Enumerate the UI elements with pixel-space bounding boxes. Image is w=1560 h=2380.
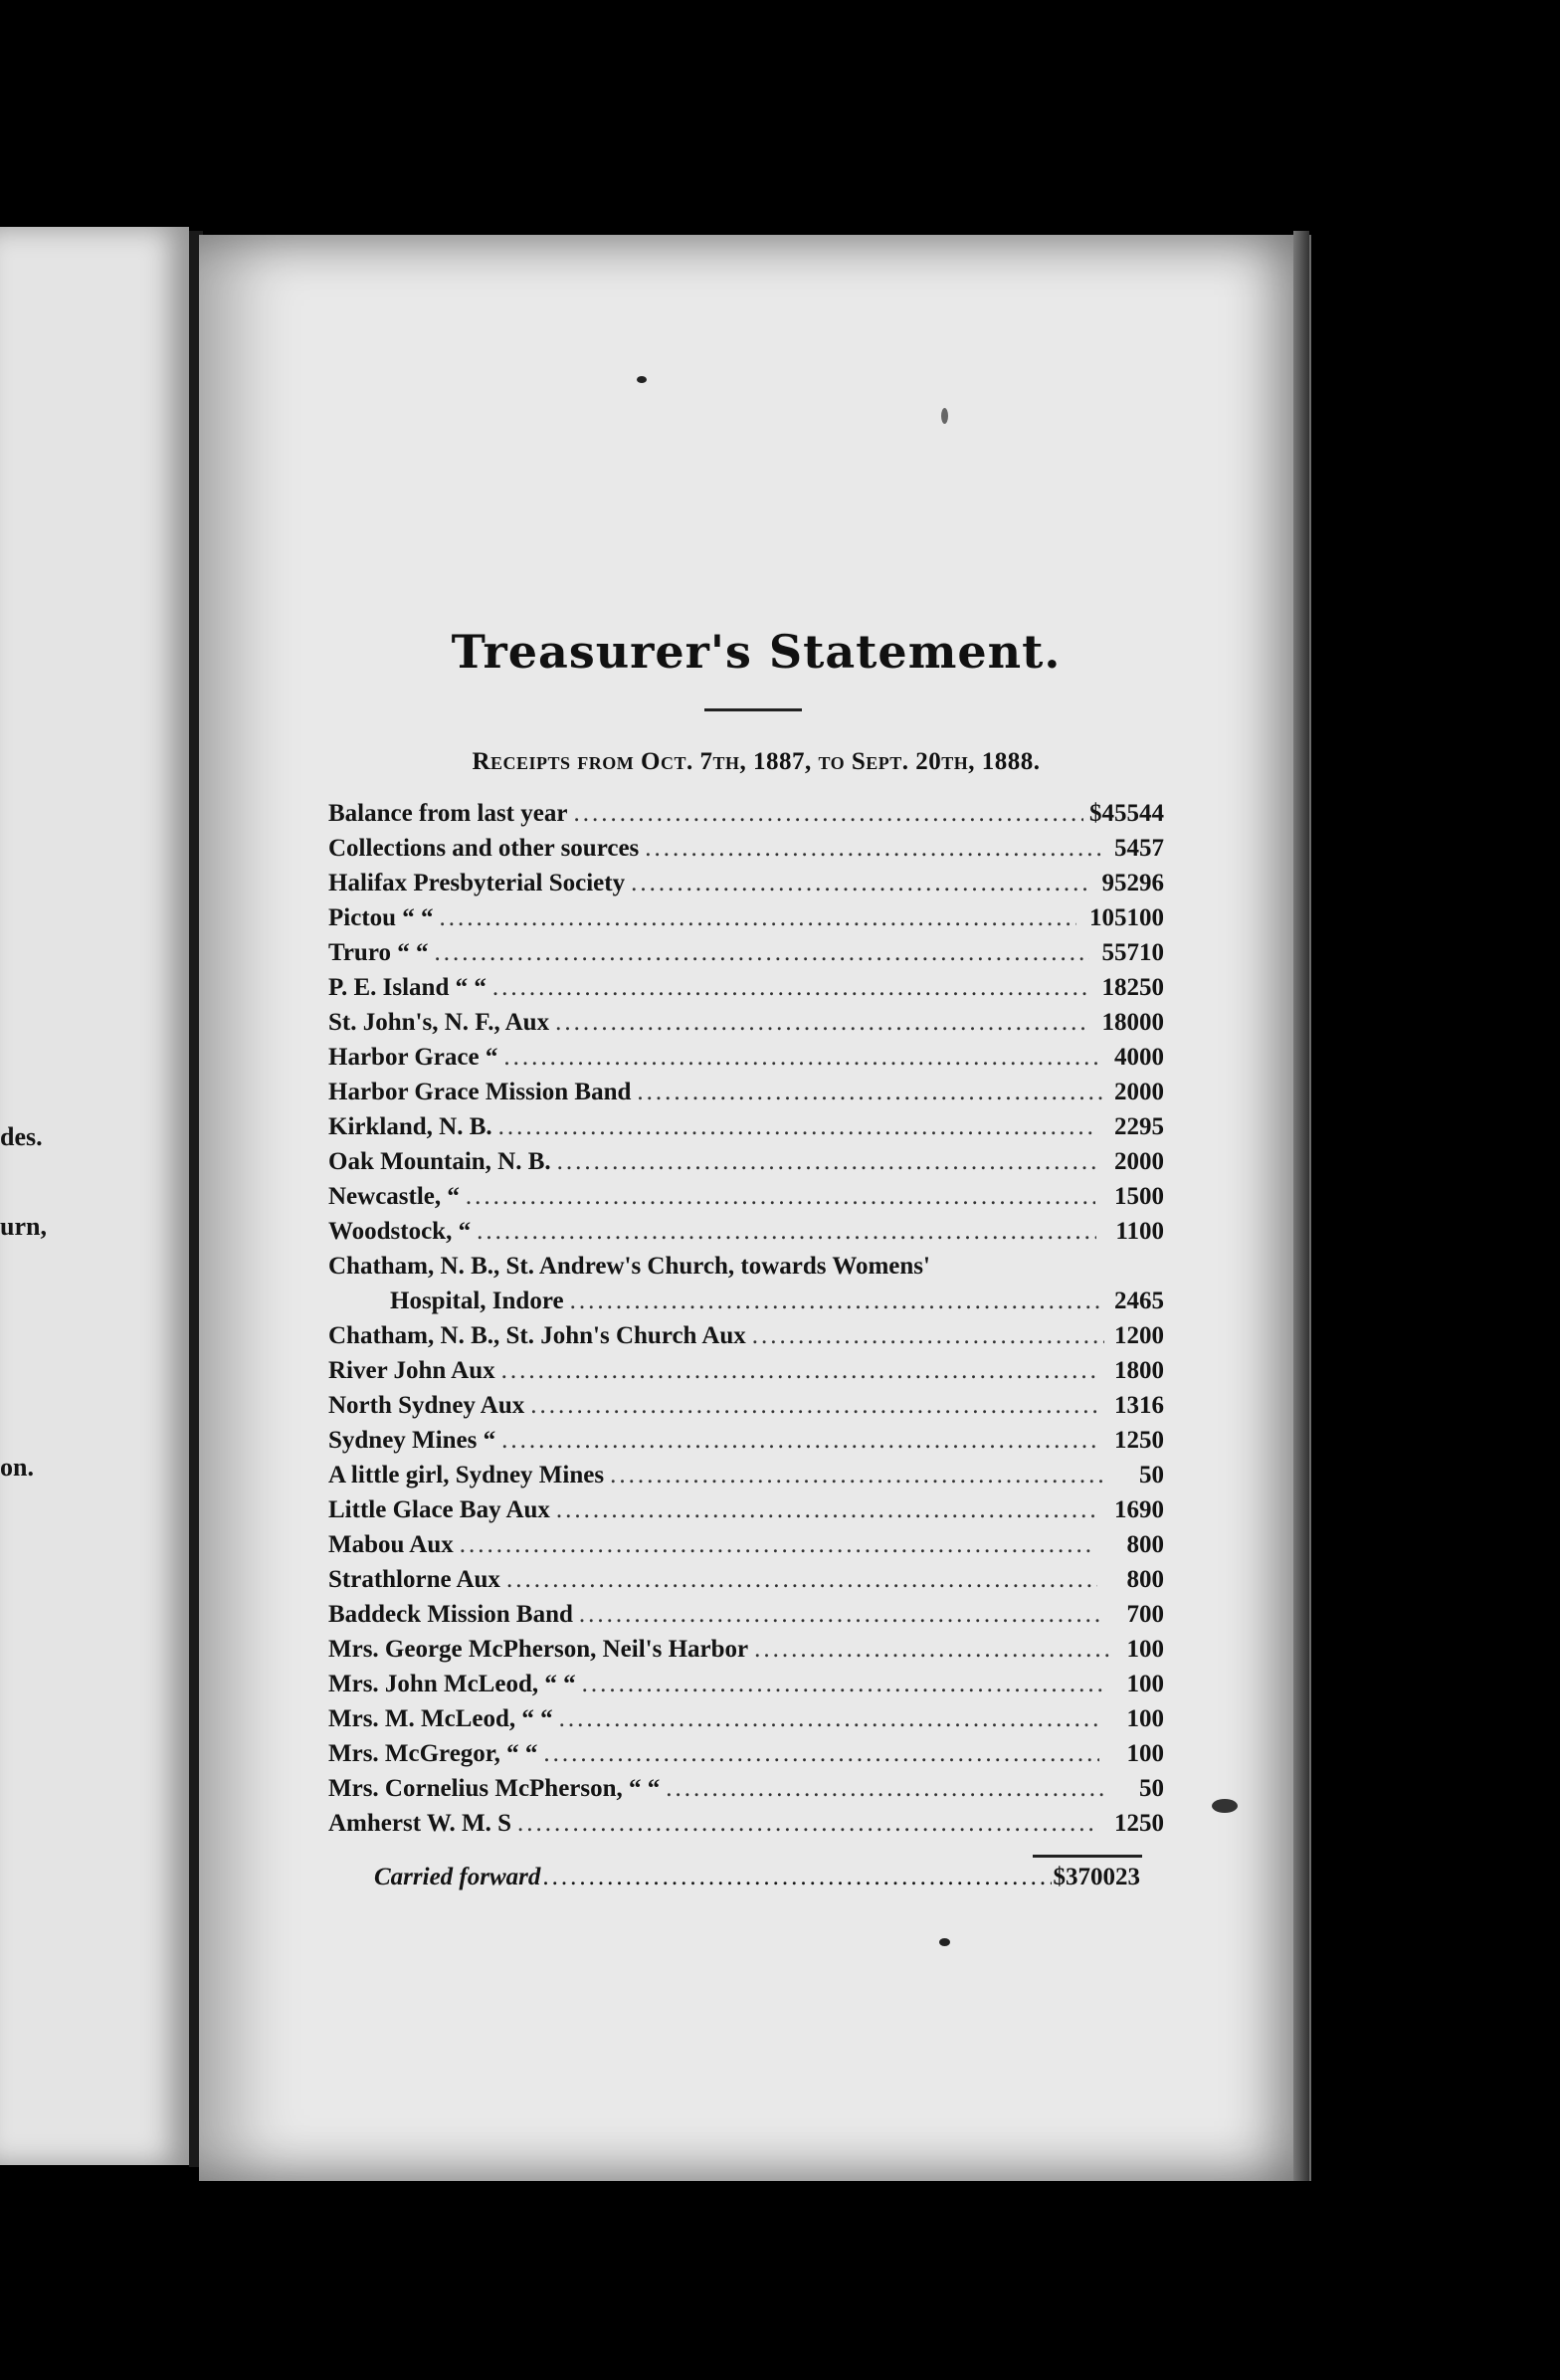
entry-description: P. E. Island “ “ bbox=[328, 974, 487, 1001]
entry-description: Chatham, N. B., St. John's Church Aux bbox=[328, 1322, 746, 1349]
entry-description: Mrs. McGregor, “ “ bbox=[328, 1740, 538, 1767]
entry-cents: 00 bbox=[1139, 1322, 1164, 1349]
leader-dots bbox=[637, 1075, 1103, 1109]
entry-cents: 44 bbox=[1139, 800, 1164, 827]
entry-cents: 00 bbox=[1139, 1148, 1164, 1175]
ledger-row bbox=[328, 1388, 1164, 1423]
entry-cents: 00 bbox=[1138, 1705, 1164, 1732]
leader-dots bbox=[501, 1423, 1097, 1458]
entry-description: Sydney Mines “ bbox=[328, 1427, 496, 1454]
leader-dots bbox=[503, 1040, 1097, 1075]
entry-cents: 95 bbox=[1139, 1113, 1164, 1140]
entry-dollars: 22 bbox=[1114, 1113, 1139, 1140]
ink-speck bbox=[1212, 1799, 1238, 1813]
entry-description: Harbor Grace Mission Band bbox=[328, 1079, 632, 1105]
ledger-row bbox=[328, 1109, 1164, 1144]
entry-dollars: 16 bbox=[1114, 1496, 1139, 1523]
leader-dots bbox=[573, 796, 1083, 831]
total-label: Carried forward bbox=[374, 1864, 541, 1890]
entry-description: Pictou “ “ bbox=[328, 904, 434, 931]
ledger-row bbox=[328, 1179, 1164, 1214]
ledger-row bbox=[328, 935, 1164, 970]
leader-dots bbox=[477, 1214, 1096, 1249]
entry-dollars: 1 bbox=[1126, 1740, 1139, 1767]
ledger-row bbox=[328, 1597, 1164, 1632]
ledger-row bbox=[328, 1562, 1164, 1597]
entry-dollars: 54 bbox=[1114, 835, 1139, 862]
receipts-ledger bbox=[328, 796, 1164, 1841]
entry-description: Mrs. Cornelius McPherson, “ “ bbox=[328, 1775, 661, 1802]
entry-cents: 90 bbox=[1139, 1496, 1164, 1523]
leader-dots bbox=[506, 1562, 1097, 1597]
entry-cents: 16 bbox=[1139, 1392, 1164, 1419]
entry-dollars: 8 bbox=[1126, 1566, 1139, 1593]
ledger-row bbox=[328, 1214, 1164, 1249]
entry-description: Strathlorne Aux bbox=[328, 1566, 500, 1593]
leader-dots bbox=[666, 1771, 1106, 1806]
leader-dots bbox=[501, 1353, 1097, 1388]
entry-cents: 00 bbox=[1139, 904, 1164, 931]
leader-dots bbox=[498, 1109, 1097, 1144]
leader-dots bbox=[645, 831, 1103, 866]
ledger-row bbox=[328, 1353, 1164, 1388]
entry-cents: 00 bbox=[1139, 1079, 1164, 1105]
entry-description: Mrs. George McPherson, Neil's Harbor bbox=[328, 1636, 749, 1663]
ledger-row bbox=[328, 1736, 1164, 1771]
total-dollars: 3700 bbox=[1066, 1864, 1115, 1890]
total-rule bbox=[1033, 1855, 1142, 1858]
entry-dollars: 24 bbox=[1113, 1288, 1139, 1314]
ledger-row bbox=[328, 866, 1164, 900]
entry-cents: 00 bbox=[1139, 1183, 1165, 1210]
entry-description: Truro “ “ bbox=[328, 939, 429, 966]
entry-dollars: 18 bbox=[1114, 1357, 1139, 1384]
entry-cents: 00 bbox=[1139, 1671, 1164, 1697]
ledger-row bbox=[328, 1284, 1164, 1318]
entry-description: Chatham, N. B., St. Andrew's Church, towards Womens' bbox=[328, 1253, 930, 1280]
leader-dots bbox=[517, 1806, 1098, 1841]
entry-dollars: 1 bbox=[1126, 1671, 1139, 1697]
entry-dollars: 455 bbox=[1101, 800, 1139, 827]
ledger-row bbox=[328, 1458, 1164, 1492]
leader-dots bbox=[557, 1144, 1101, 1179]
entry-cents: 50 bbox=[1139, 1427, 1164, 1454]
ink-speck bbox=[941, 408, 948, 424]
entry-description: North Sydney Aux bbox=[328, 1392, 525, 1419]
entry-dollars: 1 bbox=[1126, 1705, 1139, 1732]
leader-dots bbox=[570, 1284, 1101, 1318]
entry-description: Balance from last year bbox=[328, 800, 568, 827]
title-rule bbox=[704, 708, 802, 711]
entry-cents: 96 bbox=[1139, 870, 1164, 896]
page-subtitle: Receipts from Oct. 7th, 1887, to Sept. 20th, 1888. bbox=[472, 748, 1041, 775]
entry-description: Kirkland, N. B. bbox=[328, 1113, 492, 1140]
entry-cents: 50 bbox=[1139, 974, 1164, 1001]
entry-cents: 00 bbox=[1139, 1566, 1164, 1593]
entry-description: River John Aux bbox=[328, 1357, 495, 1384]
leader-dots bbox=[582, 1667, 1102, 1701]
facing-page-fragment bbox=[0, 227, 189, 2165]
entry-cents: 57 bbox=[1139, 835, 1164, 862]
entry-dollars: 182 bbox=[1101, 974, 1139, 1001]
leader-dots bbox=[559, 1701, 1101, 1736]
leader-dots bbox=[434, 935, 1088, 970]
total-cents: 23 bbox=[1115, 1864, 1140, 1890]
entry-dollars: 40 bbox=[1114, 1044, 1139, 1071]
ledger-row bbox=[328, 1423, 1164, 1458]
leader-dots bbox=[440, 900, 1077, 935]
entry-dollars: 7 bbox=[1126, 1601, 1139, 1628]
leader-dots bbox=[542, 1864, 1051, 1891]
ledger-row bbox=[328, 796, 1164, 831]
entry-cents: 00 bbox=[1139, 1009, 1164, 1036]
entry-dollars: 952 bbox=[1101, 870, 1139, 896]
entry-cents: 00 bbox=[1139, 1740, 1164, 1767]
leader-dots bbox=[530, 1388, 1098, 1423]
entry-description: Mrs. M. McLeod, “ “ bbox=[328, 1705, 553, 1732]
ledger-row bbox=[328, 1771, 1164, 1806]
ledger-row bbox=[328, 1527, 1164, 1562]
entry-description: A little girl, Sydney Mines bbox=[328, 1462, 605, 1488]
entry-description: Oak Mountain, N. B. bbox=[328, 1148, 551, 1175]
leader-dots bbox=[610, 1458, 1103, 1492]
entry-cents: 00 bbox=[1139, 1044, 1164, 1071]
leader-dots bbox=[556, 1492, 1100, 1527]
entry-description: Collections and other sources bbox=[328, 835, 640, 862]
entry-description: St. John's, N. F., Aux bbox=[328, 1009, 550, 1036]
total-currency: $ bbox=[1053, 1864, 1066, 1890]
entry-dollars: 1051 bbox=[1089, 904, 1139, 931]
ledger-row bbox=[328, 1318, 1164, 1353]
entry-dollars: 557 bbox=[1101, 939, 1139, 966]
entry-description: Halifax Presbyterial Society bbox=[328, 870, 626, 896]
entry-description: Little Glace Bay Aux bbox=[328, 1496, 550, 1523]
entry-dollars: 1 bbox=[1126, 1636, 1139, 1663]
entry-dollars: 12 bbox=[1114, 1427, 1139, 1454]
entry-cents: 10 bbox=[1139, 939, 1164, 966]
entry-cents: 50 bbox=[1139, 1775, 1164, 1802]
entry-cents: 00 bbox=[1139, 1636, 1164, 1663]
entry-dollars: 20 bbox=[1114, 1148, 1139, 1175]
entry-dollars: 13 bbox=[1114, 1392, 1139, 1419]
entry-dollars: 180 bbox=[1101, 1009, 1139, 1036]
leader-dots bbox=[555, 1005, 1090, 1040]
entry-cents: 00 bbox=[1139, 1218, 1164, 1245]
page-edge bbox=[1293, 231, 1309, 2181]
ink-speck bbox=[939, 1938, 950, 1946]
entry-currency: $ bbox=[1089, 800, 1102, 827]
total-row bbox=[374, 1864, 1140, 1899]
leader-dots bbox=[460, 1527, 1095, 1562]
entry-description: Amherst W. M. S bbox=[328, 1810, 512, 1837]
leader-dots bbox=[492, 970, 1089, 1005]
left-page-fragment: on. bbox=[0, 1453, 34, 1482]
ledger-row bbox=[328, 1632, 1164, 1667]
ledger-row bbox=[328, 1806, 1164, 1841]
entry-cents: 50 bbox=[1139, 1810, 1165, 1837]
entry-dollars: 12 bbox=[1114, 1322, 1139, 1349]
ledger-row bbox=[328, 1144, 1164, 1179]
entry-description: Mabou Aux bbox=[328, 1531, 454, 1558]
entry-description: Hospital, Indore bbox=[390, 1288, 564, 1314]
leader-dots bbox=[543, 1736, 1099, 1771]
left-page-fragment: urn, bbox=[0, 1212, 47, 1241]
ledger-row bbox=[328, 1249, 1164, 1284]
leader-dots bbox=[754, 1632, 1111, 1667]
entry-cents: 50 bbox=[1139, 1462, 1164, 1488]
leader-dots bbox=[631, 866, 1091, 900]
ink-speck bbox=[637, 376, 647, 383]
entry-cents: 65 bbox=[1138, 1288, 1164, 1314]
ledger-row bbox=[328, 1492, 1164, 1527]
ledger-row bbox=[328, 900, 1164, 935]
entry-cents: 00 bbox=[1139, 1531, 1164, 1558]
leader-dots bbox=[752, 1318, 1104, 1353]
page-title: Treasurer's Statement. bbox=[451, 625, 1062, 679]
entry-dollars: 12 bbox=[1114, 1810, 1140, 1837]
entry-dollars: 20 bbox=[1114, 1079, 1139, 1105]
entry-description: Mrs. John McLeod, “ “ bbox=[328, 1671, 576, 1697]
ledger-row bbox=[328, 1701, 1164, 1736]
ledger-row bbox=[328, 831, 1164, 866]
ledger-row bbox=[328, 1040, 1164, 1075]
leader-dots bbox=[579, 1597, 1102, 1632]
entry-cents: 00 bbox=[1138, 1601, 1164, 1628]
entry-dollars: 15 bbox=[1114, 1183, 1140, 1210]
ledger-row bbox=[328, 1667, 1164, 1701]
entry-description: Harbor Grace “ bbox=[328, 1044, 498, 1071]
entry-description: Woodstock, “ bbox=[328, 1218, 472, 1245]
ledger-row bbox=[328, 1075, 1164, 1109]
ledger-row bbox=[328, 1005, 1164, 1040]
entry-description: Baddeck Mission Band bbox=[328, 1601, 573, 1628]
leader-dots bbox=[466, 1179, 1095, 1214]
entry-cents: 00 bbox=[1139, 1357, 1164, 1384]
entry-dollars: 8 bbox=[1126, 1531, 1139, 1558]
left-page-fragment: des. bbox=[0, 1122, 43, 1151]
entry-description: Newcastle, “ bbox=[328, 1183, 460, 1210]
entry-dollars: 11 bbox=[1115, 1218, 1139, 1245]
ledger-row bbox=[328, 970, 1164, 1005]
